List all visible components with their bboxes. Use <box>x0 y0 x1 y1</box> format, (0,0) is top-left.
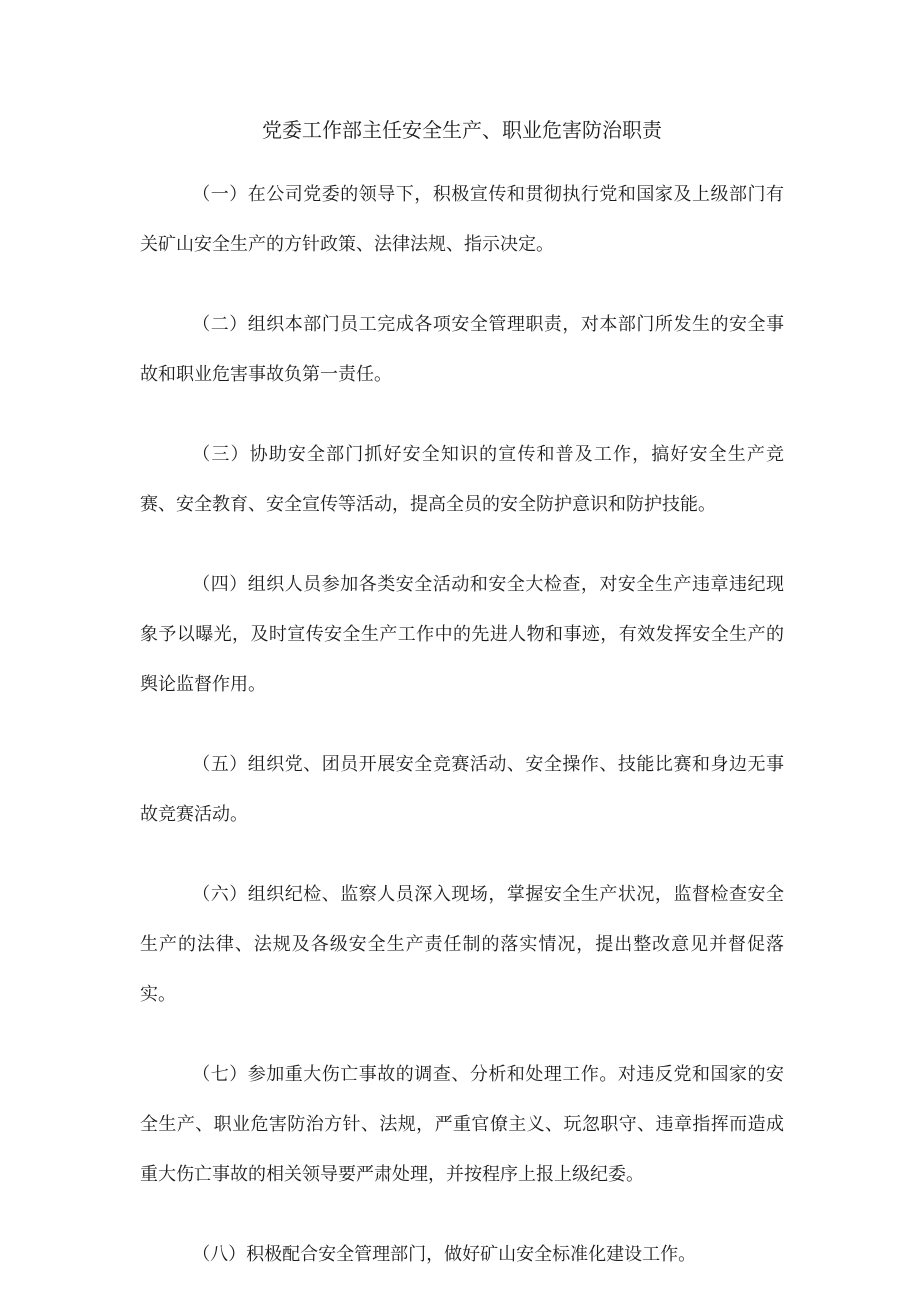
paragraph-6: （六）组织纪检、监察人员深入现场，掌握安全生产状况，监督检查安全生产的法律、法规及各级安全生产责任制的落实情况，提出整改意见并督促落实。 <box>140 884 784 1005</box>
paragraph-4: （四）组织人员参加各类安全活动和安全大检查，对安全生产违章违纪现象予以曝光，及时宣传安全生产工作中的先进人物和事迹，有效发挥安全生产的舆论监督作用。 <box>140 574 784 695</box>
paragraph-8: （八）积极配合安全管理部门，做好矿山安全标准化建设工作。 <box>192 1244 697 1265</box>
paragraph-2: （二）组织本部门员工完成各项安全管理职责，对本部门所发生的安全事故和职业危害事故负第一责任。 <box>140 314 784 385</box>
paragraph-7: （七）参加重大伤亡事故的调查、分析和处理工作。对违反党和国家的安全生产、职业危害防治方针、法规，严重官僚主义、玩忽职守、违章指挥而造成重大伤亡事故的相关领导要严肃处理，并按程序上报上级纪委。 <box>140 1064 784 1185</box>
paragraph-1: （一）在公司党委的领导下，积极宣传和贯彻执行党和国家及上级部门有关矿山安全生产的方针政策、法律法规、指示决定。 <box>140 184 784 255</box>
document-title: 党委工作部主任安全生产、职业危害防治职责 <box>262 118 662 142</box>
document-body <box>140 170 784 1310</box>
paragraph-3: （三）协助安全部门抓好安全知识的宣传和普及工作，搞好安全生产竞赛、安全教育、安全宣传等活动，提高全员的安全防护意识和防护技能。 <box>140 444 784 515</box>
paragraph-5: （五）组织党、团员开展安全竞赛活动、安全操作、技能比赛和身边无事故竞赛活动。 <box>140 754 784 825</box>
